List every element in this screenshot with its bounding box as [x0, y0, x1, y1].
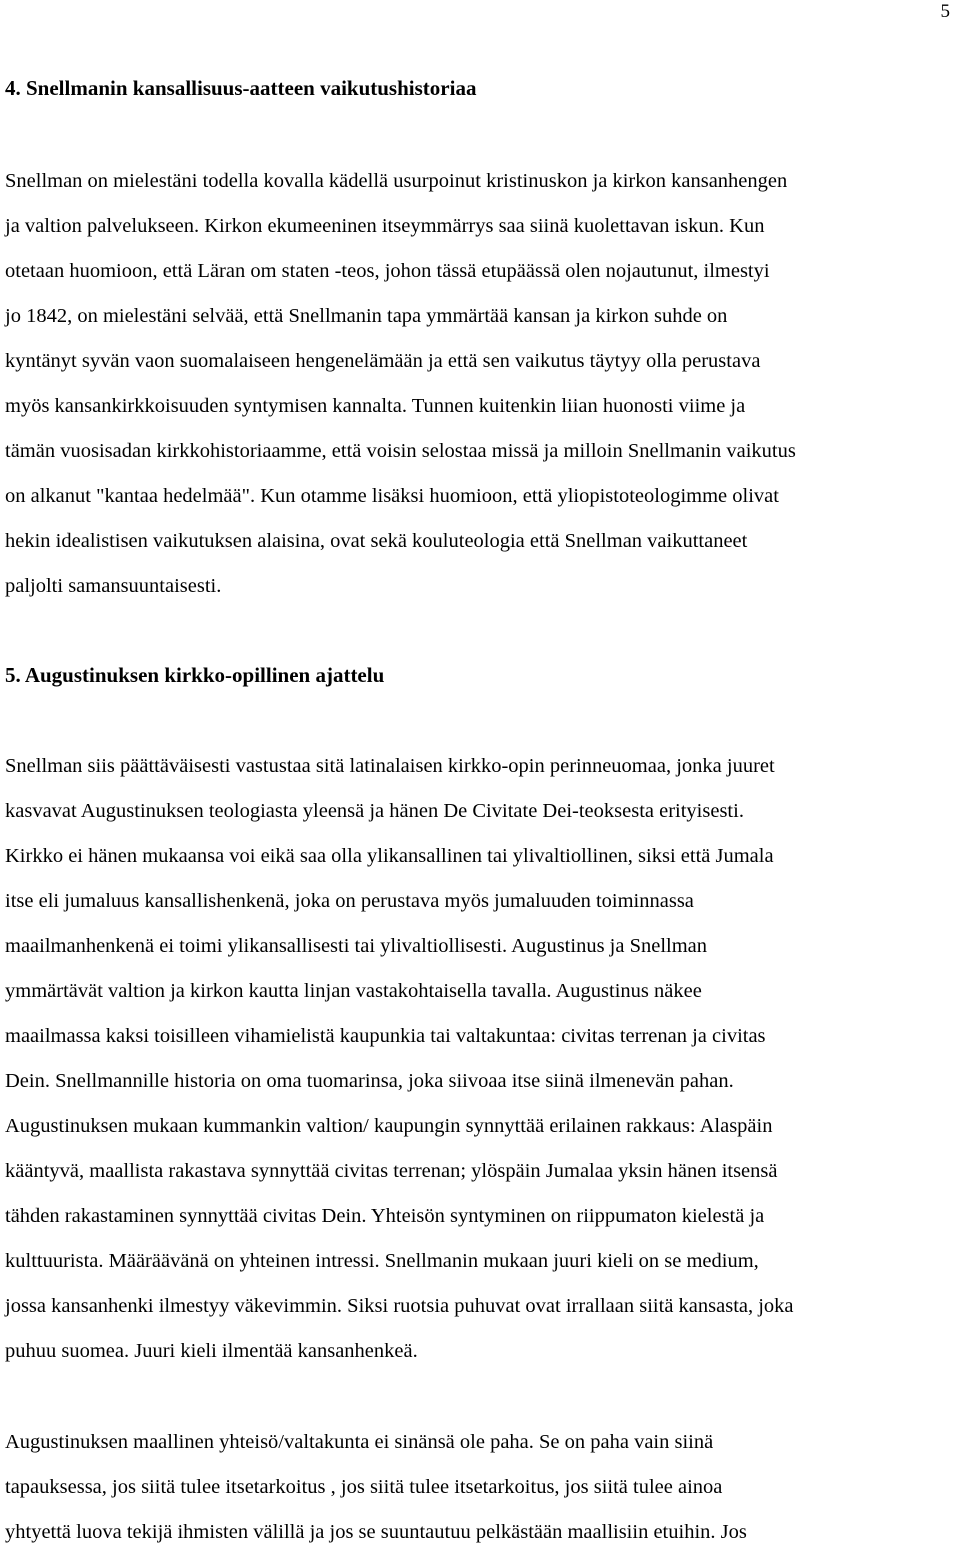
text-line: tapauksessa, jos siitä tulee itsetarkoitus , jos siitä tulee itsetarkoitus, jos siitä tulee ainoa [5, 1476, 723, 1498]
text-line: hekin idealistisen vaikutuksen alaisina, ovat sekä kouluteologia että Snellman vaikuttaneet [5, 530, 748, 552]
text-line: kyntänyt syvän vaon suomalaiseen hengenelämään ja että sen vaikutus täytyy olla perustava [5, 350, 761, 372]
section-heading: 4. Snellmanin kansallisuus-aatteen vaikutushistoriaa [5, 76, 477, 100]
text-line: ja valtion palvelukseen. Kirkon ekumeeninen itseymmärrys saa siinä kuolettavan iskun. Kun [5, 215, 765, 237]
text-line: otetaan huomioon, että Läran om staten -teos, johon tässä etupäässä olen nojautunut, ilmestyi [5, 260, 770, 282]
text-line: kasvavat Augustinuksen teologiasta yleensä ja hänen De Civitate Dei-teoksesta erityisesti. [5, 800, 744, 822]
text-line: puhuu suomea. Juuri kieli ilmentää kansanhenkeä. [5, 1340, 418, 1362]
page-number: 5 [940, 1, 950, 22]
text-line: paljolti samansuuntaisesti. [5, 575, 222, 597]
text-line: Augustinuksen maallinen yhteisö/valtakunta ei sinänsä ole paha. Se on paha vain siinä [5, 1431, 714, 1453]
text-line: tämän vuosisadan kirkkohistoriaamme, että voisin selostaa missä ja milloin Snellmanin vaikutus [5, 440, 796, 462]
text-line: ymmärtävät valtion ja kirkon kautta linjan vastakohtaisella tavalla. Augustinus näkee [5, 980, 702, 1002]
text-line: kääntyvä, maallista rakastava synnyttää civitas terrenan; ylöspäin Jumalaa yksin hänen itsensä [5, 1160, 778, 1182]
text-line: kulttuurista. Määräävänä on yhteinen intressi. Snellmanin mukaan juuri kieli on se medium, [5, 1250, 759, 1272]
text-line: Dein. Snellmannille historia on oma tuomarinsa, joka siivoaa itse siinä ilmenevän pahan. [5, 1070, 734, 1092]
text-line: maailmassa kaksi toisilleen vihamielistä kaupunkia tai valtakuntaa: civitas terrenan ja civitas [5, 1025, 766, 1047]
text-line: jossa kansanhenki ilmestyy väkevimmin. Siksi ruotsia puhuvat ovat irrallaan siitä kansasta, joka [5, 1295, 794, 1317]
text-line: yhtyettä luova tekijä ihmisten välillä ja jos se suuntautuu pelkästään maallisiin etuihin. Jos [5, 1521, 747, 1543]
text-line: Snellman siis päättäväisesti vastustaa sitä latinalaisen kirkko-opin perinneuomaa, jonka juuret [5, 755, 775, 777]
text-line: Augustinuksen mukaan kummankin valtion/ kaupungin synnyttää erilainen rakkaus: Alaspäin [5, 1115, 773, 1137]
text-line: maailmanhenkenä ei toimi ylikansallisesti tai ylivaltiollisesti. Augustinus ja Snellman [5, 935, 708, 957]
text-line: Snellman on mielestäni todella kovalla kädellä usurpoinut kristinuskon ja kirkon kansanhengen [5, 170, 788, 192]
section-heading: 5. Augustinuksen kirkko-opillinen ajattelu [5, 663, 385, 687]
text-line: on alkanut "kantaa hedelmää". Kun otamme lisäksi huomioon, että yliopistoteologimme olivat [5, 485, 779, 507]
text-line: Kirkko ei hänen mukaansa voi eikä saa olla ylikansallinen tai ylivaltiollinen, siksi että Jumala [5, 845, 774, 867]
text-line: tähden rakastaminen synnyttää civitas Dein. Yhteisön syntyminen on riippumaton kielestä ja [5, 1205, 765, 1227]
text-line: jo 1842, on mielestäni selvää, että Snellmanin tapa ymmärtää kansan ja kirkon suhde on [5, 305, 728, 327]
text-line: itse eli jumaluus kansallishenkenä, joka on perustava myös jumaluuden toiminnassa [5, 890, 694, 912]
text-line: myös kansankirkkoisuuden syntymisen kannalta. Tunnen kuitenkin liian huonosti viime ja [5, 395, 746, 417]
